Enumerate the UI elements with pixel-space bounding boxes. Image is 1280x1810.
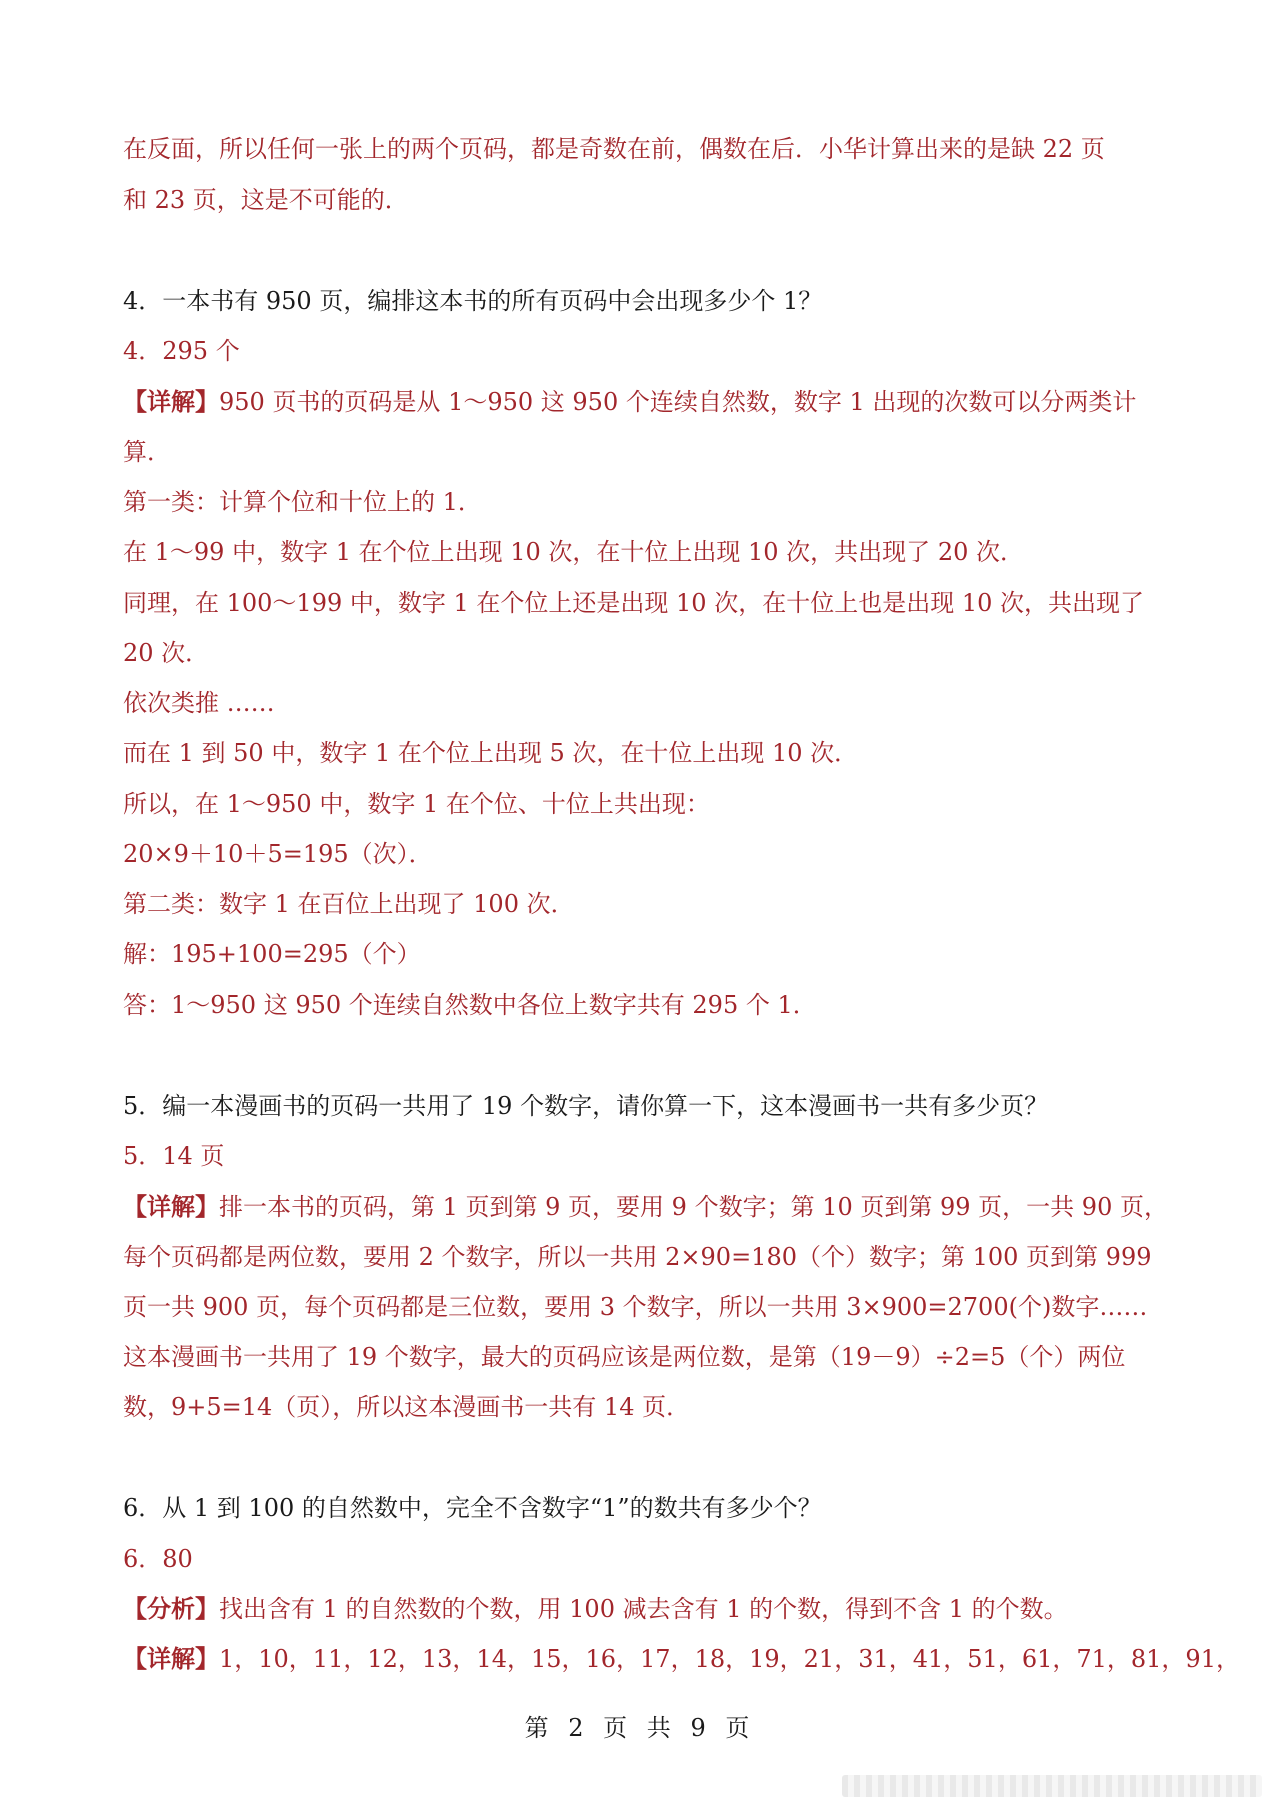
page-footer: 第 2 页 共 9 页 [524,1714,756,1742]
text-line [123,134,1173,164]
line-text: 第二类：数字 1 在百位上出现了 100 次． [123,890,575,918]
text-line [123,1091,1173,1121]
line-text: 第一类：计算个位和十位上的 1． [123,488,482,516]
line-text: 6．从 1 到 100 的自然数中，完全不含数字“1”的数共有多少个？ [123,1494,822,1522]
line-text: 算． [123,438,171,466]
text-line [123,387,1173,417]
line-text: 答：1～950 这 950 个连续自然数中各位上数字共有 295 个 1． [123,991,817,1019]
text-line [123,185,1173,215]
text-line [123,487,1173,517]
line-text: 每个页码都是两位数，要用 2 个数字，所以一共用 2×90=180（个）数字；第 100 页到第 999 [123,1243,1152,1271]
line-text: 950 页书的页码是从 1～950 这 950 个连续自然数，数字 1 出现的次数可以分两类计 [219,388,1137,416]
text-line [123,1644,1240,1674]
text-line [123,839,1173,869]
text-line [123,286,1173,316]
text-line [123,1392,1173,1422]
text-line [123,990,1173,1020]
line-text: 页一共 900 页，每个页码都是三位数，要用 3 个数字，所以一共用 3×900=2700(个)数字…… [123,1293,1148,1321]
line-text: 20×9＋10＋5=195（次）． [123,840,433,868]
line-text: 1，10，11，12，13，14，15，16，17，18，19，21，31，41，51，61，71，81，91， [219,1645,1240,1673]
line-text: 依次类推 …… [123,689,275,717]
text-line [123,588,1173,618]
line-text: 6．80 [123,1545,193,1573]
line-text: 这本漫画书一共用了 19 个数字，最大的页码应该是两位数，是第（19－9）÷2=5（个）两位 [123,1343,1126,1371]
line-text: 所以，在 1～950 中，数字 1 在个位、十位上共出现： [123,790,710,818]
text-line [123,1141,1173,1171]
line-text: 找出含有 1 的自然数的个数，用 100 减去含有 1 的个数，得到不含 1 的个数。 [219,1595,1068,1623]
text-line [123,336,1173,366]
text-line [123,688,1173,718]
text-line [123,638,1173,668]
line-text: 在反面，所以任何一张上的两个页码，都是奇数在前，偶数在后．小华计算出来的是缺 22 页 [123,135,1105,163]
text-line [123,1594,1173,1624]
line-text: 5．编一本漫画书的页码一共用了 19 个数字，请你算一下，这本漫画书一共有多少页？ [123,1092,1049,1120]
text-line [123,1292,1173,1322]
line-text: 4．295 个 [123,337,240,365]
text-line [123,1493,1173,1523]
line-text: 而在 1 到 50 中，数字 1 在个位上出现 5 次，在十位上出现 10 次． [123,739,859,767]
line-text: 4．一本书有 950 页，编排这本书的所有页码中会出现多少个 1？ [123,287,823,315]
watermark-strip [842,1775,1262,1797]
line-text: 同理，在 100～199 中，数字 1 在个位上还是出现 10 次，在十位上也是出现 10 次，共出现了 [123,589,1144,617]
line-text: 20 次． [123,639,210,667]
line-text: 5．14 页 [123,1142,225,1170]
line-text: 数，9+5=14（页），所以这本漫画书一共有 14 页． [123,1393,691,1421]
section-label: 【分析】 [123,1594,219,1623]
line-text: 和 23 页，这是不可能的． [123,186,409,214]
line-text: 解：195+100=295（个） [123,940,421,968]
text-line [123,1192,1173,1222]
line-text: 排一本书的页码，第 1 页到第 9 页，要用 9 个数字；第 10 页到第 99 页，一共 90 页， [219,1193,1168,1221]
line-text: 在 1～99 中，数字 1 在个位上出现 10 次，在十位上出现 10 次，共出现了 20 次． [123,538,1024,566]
text-line [123,1544,1173,1574]
section-label: 【详解】 [123,387,219,416]
text-line [123,889,1173,919]
section-label: 【详解】 [123,1644,219,1673]
text-line [123,939,1173,969]
text-line [123,1342,1173,1372]
section-label: 【详解】 [123,1192,219,1221]
text-line [123,789,1173,819]
text-line [123,537,1173,567]
text-line [123,1242,1173,1272]
text-line [123,437,1173,467]
text-line [123,738,1173,768]
